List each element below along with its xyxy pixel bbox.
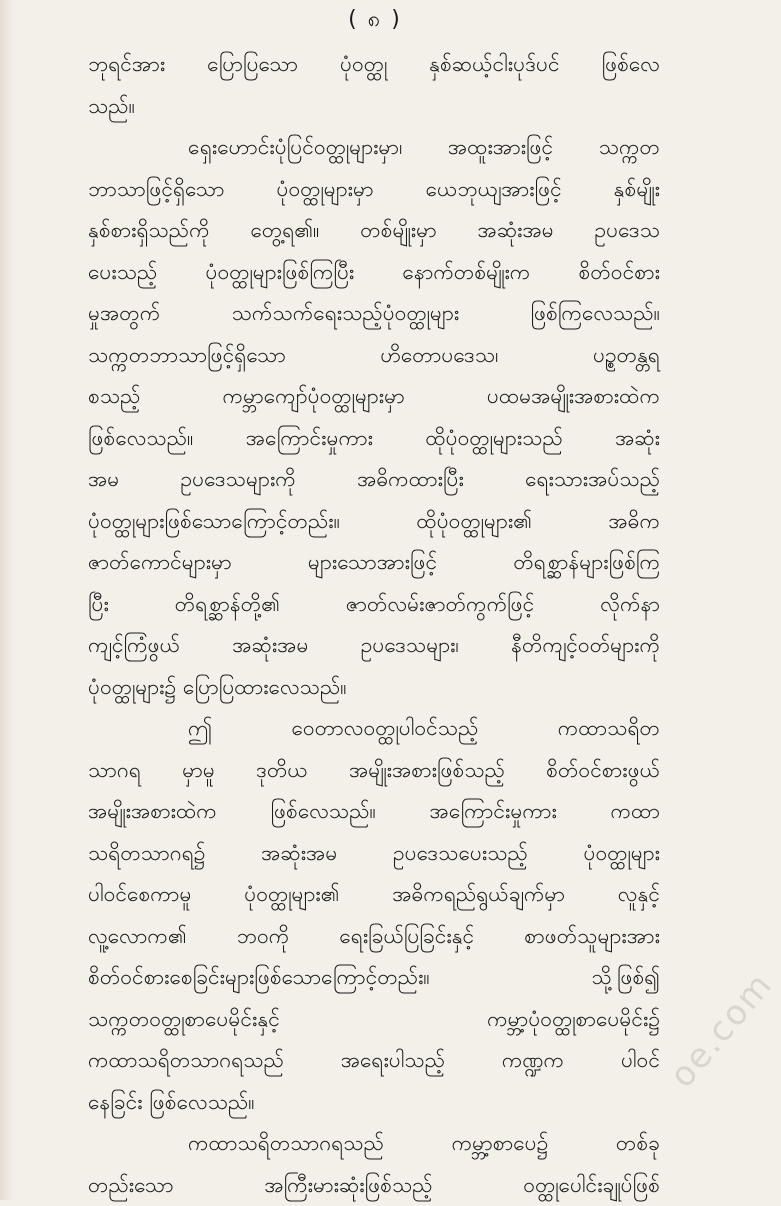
text-line: ဇာတ်ကောင်များမှာ များသောအားဖြင့် တိရစ္ဆာန်များဖြစ်ကြ — [88, 542, 660, 584]
text-line: သာဂရ မှာမူ ဒုတိယ အမျိုးအစားဖြစ်သည့် စိတ်ဝင်စားဖွယ် — [88, 750, 660, 792]
page-edge-shadow — [0, 0, 14, 1200]
watermark: oe.com — [662, 965, 781, 1096]
text-line: ဘုရင်အား ပြောပြသော ပုံဝတ္ထု နှစ်ဆယ့်ငါးပုဒ်ပင် ဖြစ်လေ — [88, 44, 660, 86]
text-line: ပေးသည့် ပုံဝတ္ထုများဖြစ်ကြပြီး နောက်တစ်မျိုးက စိတ်ဝင်စား — [88, 252, 660, 294]
text-line: ပါဝင်စေကာမူ ပုံဝတ္ထုများ၏ အဓိကရည်ရွယ်ချက်မှာ လူနှင့် — [88, 874, 660, 916]
text-line: မှုအတွက် သက်သက်ရေးသည့်ပုံဝတ္ထုများ ဖြစ်ကြလေသည်။ — [88, 293, 660, 335]
paragraph-2 — [88, 127, 660, 708]
text-line: တည်းသော အကြီးမားဆုံးဖြစ်သည့် ဝတ္ထုပေါင်းချုပ်ဖြစ် — [88, 1165, 660, 1206]
text-line: ဘာသာဖြင့်ရှိသော ပုံဝတ္ထုများမှာ ယေဘုယျအားဖြင့် နှစ်မျိုး — [88, 169, 660, 211]
text-line: ဖြစ်လေသည်။ အကြောင်းမှုကား ထိုပုံဝတ္ထုများသည် အဆုံး — [88, 418, 660, 460]
text-line: အမ ဥပဒေသများကို အဓိကထားပြီး ရေးသားအပ်သည့် — [88, 459, 660, 501]
paragraph-3 — [88, 708, 660, 1123]
text-line: သရိတသာဂရ၌ အဆုံးအမ ဥပဒေသပေးသည့် ပုံဝတ္ထုများ — [88, 833, 660, 875]
text-line: ကထာသရိတသာဂရသည် ကမ္ဘာ့စာပေ၌ တစ်ခု — [88, 1123, 660, 1165]
body-text — [88, 44, 660, 1206]
text-line: နှစ်စားရှိသည်ကို တွေ့ရ၏။ တစ်မျိုးမှာ အဆုံးအမ ဥပဒေသ — [88, 210, 660, 252]
text-line: ပြီး တိရစ္ဆာန်တို့၏ ဇာတ်လမ်းဇာတ်ကွက်ဖြင့် လိုက်နာ — [88, 584, 660, 626]
text-line: နေခြင်း ဖြစ်လေသည်။ — [88, 1082, 660, 1124]
text-line: ဤ ဝေတာလဝတ္ထုပါဝင်သည့် ကထာသရိတ — [88, 708, 660, 750]
text-line: လူ့လောက၏ ဘဝကို ရေးခြယ်ပြခြင်းနှင့် စာဖတ်သူများအား — [88, 916, 660, 958]
text-line: သည်။ — [88, 86, 660, 128]
text-line: သက္ကတဘာသာဖြင့်ရှိသော ဟိတောပဒေသ၊ ပဥ္စတန္တရ — [88, 335, 660, 377]
text-line: ပုံဝတ္ထုများ၌ ပြောပြထားလေသည်။ — [88, 667, 660, 709]
text-line: သက္ကတဝတ္ထုစာပေမိုင်းနှင့် ကမ္ဘာ့ပုံဝတ္ထုစာပေမိုင်း၌ — [88, 999, 660, 1041]
text-line: ကျင့်ကြံဖွယ် အဆုံးအမ ဥပဒေသများ၊ နီတိကျင့်ဝတ်များကို — [88, 625, 660, 667]
paragraph-1 — [88, 44, 660, 127]
text-line: အမျိုးအစားထဲက ဖြစ်လေသည်။ အကြောင်းမှုကား ကထာ — [88, 791, 660, 833]
text-line: ကထာသရိတသာဂရသည် အရေးပါသည့် ကဏ္ဍက ပါဝင် — [88, 1040, 660, 1082]
text-line: ရှေးဟောင်းပုံပြင်ဝတ္ထုများမှာ၊ အထူးအားဖြင့် သက္ကတ — [88, 127, 660, 169]
page-number: ( ၈ ) — [0, 4, 750, 36]
text-line: ပုံဝတ္ထုများဖြစ်သောကြောင့်တည်း။ ထိုပုံဝတ္ထုများ၏ အဓိက — [88, 501, 660, 543]
text-line: စသည့် ကမ္ဘာကျော်ပုံဝတ္ထုများမှာ ပထမအမျိုးအစားထဲက — [88, 376, 660, 418]
text-line: စိတ်ဝင်စားစေခြင်းများဖြစ်သောကြောင့်တည်း။ သို့ဖြစ်၍ — [88, 957, 660, 999]
paragraph-4 — [88, 1123, 660, 1206]
